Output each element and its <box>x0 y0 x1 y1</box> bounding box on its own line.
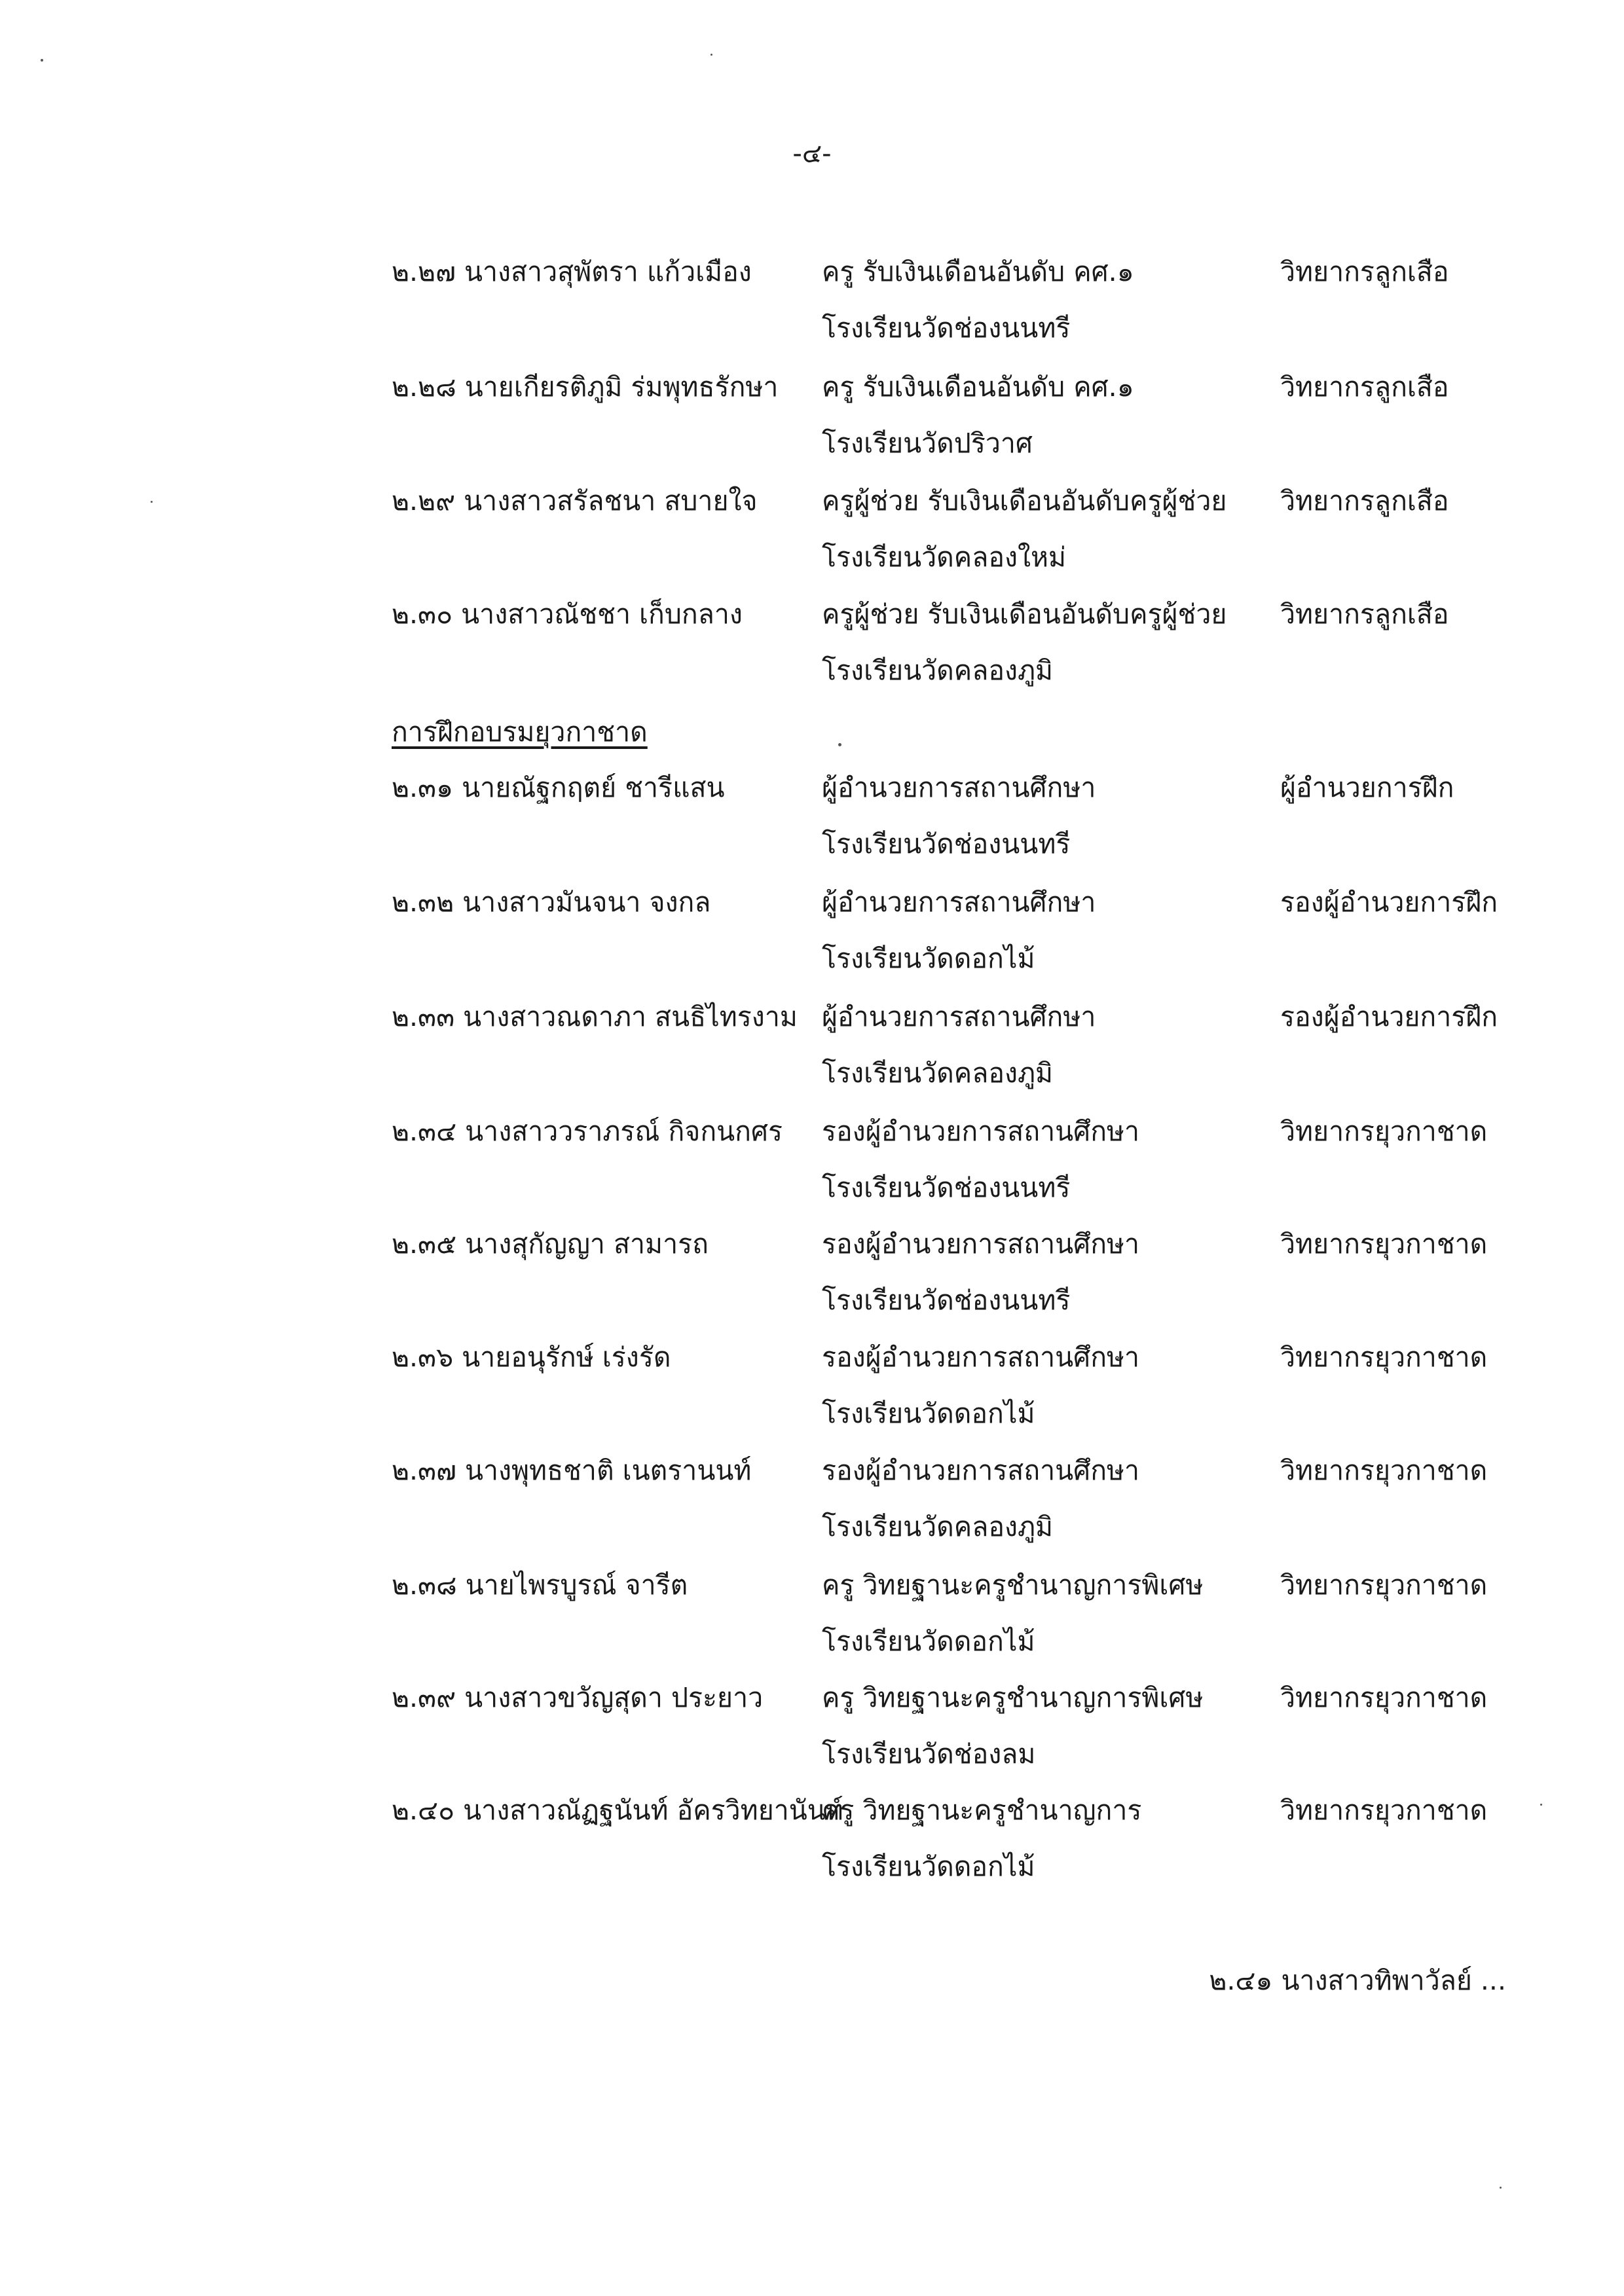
person-role: รองผู้อำนวยการฝึก <box>1280 1001 1498 1032</box>
list-item <box>0 473 1624 584</box>
list-item <box>0 989 1624 1100</box>
person-name: ๒.๓๗ นางพุทธชาติ เนตรานนท์ <box>392 1455 752 1486</box>
scan-speck <box>838 743 841 746</box>
person-position: ครูผู้ช่วย รับเงินเดือนอันดับครูผู้ช่วย <box>822 598 1227 630</box>
scan-speck <box>710 54 712 56</box>
person-position: ครู รับเงินเดือนอันดับ คศ.๑ <box>822 256 1134 287</box>
person-role: ผู้อำนวยการฝึก <box>1280 772 1454 803</box>
person-role: วิทยากรลูกเสือ <box>1280 256 1449 287</box>
scan-speck <box>1540 1804 1542 1806</box>
list-item <box>0 1782 1624 1893</box>
person-position: ครู วิทยฐานะครูชำนาญการพิเศษ <box>822 1569 1204 1601</box>
person-school: โรงเรียนวัดดอกไม้ <box>822 943 1035 974</box>
list-item <box>0 759 1624 871</box>
person-school: โรงเรียนวัดช่องลม <box>822 1738 1036 1770</box>
page-number: -๔- <box>792 139 832 169</box>
person-school: โรงเรียนวัดช่องนนทรี <box>822 1172 1071 1203</box>
person-name: ๒.๓๐ นางสาวณัชชา เก็บกลาง <box>392 598 743 630</box>
person-role: วิทยากรยุวกาชาด <box>1280 1455 1488 1486</box>
person-name: ๒.๓๕ นางสุกัญญา สามารถ <box>392 1228 709 1260</box>
person-position: ครูผู้ช่วย รับเงินเดือนอันดับครูผู้ช่วย <box>822 485 1227 517</box>
person-position: ผู้อำนวยการสถานศึกษา <box>822 886 1096 918</box>
person-name: ๒.๓๓ นางสาวณดาภา สนธิไทรงาม <box>392 1001 798 1032</box>
person-school: โรงเรียนวัดคลองภูมิ <box>822 655 1054 686</box>
person-school: โรงเรียนวัดปริวาศ <box>822 428 1033 459</box>
person-role: วิทยากรยุวกาชาด <box>1280 1116 1488 1147</box>
person-role: วิทยากรยุวกาชาด <box>1280 1228 1488 1260</box>
person-school: โรงเรียนวัดดอกไม้ <box>822 1398 1035 1429</box>
person-school: โรงเรียนวัดคลองภูมิ <box>822 1511 1054 1542</box>
person-school: โรงเรียนวัดช่องนนทรี <box>822 1285 1071 1316</box>
list-item <box>0 1442 1624 1554</box>
person-role: รองผู้อำนวยการฝึก <box>1280 886 1498 918</box>
person-name: ๒.๓๙ นางสาวขวัญสุดา ประยาว <box>392 1682 764 1713</box>
person-position: รองผู้อำนวยการสถานศึกษา <box>822 1455 1140 1486</box>
list-item <box>0 1669 1624 1781</box>
person-role: วิทยากรยุวกาชาด <box>1280 1569 1488 1601</box>
person-role: วิทยากรยุวกาชาด <box>1280 1341 1488 1373</box>
list-item <box>0 1103 1624 1214</box>
continuation-text: ๒.๔๑ นางสาวทิพาวัลย์ ... <box>1209 1965 1506 1996</box>
list-item <box>0 586 1624 697</box>
person-name: ๒.๓๑ นายณัฐกฤตย์ ชารีแสน <box>392 772 725 803</box>
person-position: ครู รับเงินเดือนอันดับ คศ.๑ <box>822 371 1134 403</box>
person-role: วิทยากรลูกเสือ <box>1280 598 1449 630</box>
person-school: โรงเรียนวัดช่องนนทรี <box>822 312 1071 344</box>
person-position: ผู้อำนวยการสถานศึกษา <box>822 1001 1096 1032</box>
person-name: ๒.๔๐ นางสาวณัฏฐนันท์ อัครวิทยานันท์ <box>392 1795 843 1826</box>
person-role: วิทยากรลูกเสือ <box>1280 371 1449 403</box>
person-school: โรงเรียนวัดดอกไม้ <box>822 1626 1035 1657</box>
person-name: ๒.๒๙ นางสาวสรัลชนา สบายใจ <box>392 485 758 517</box>
person-school: โรงเรียนวัดช่องนนทรี <box>822 828 1071 860</box>
person-name: ๒.๒๗ นางสาวสุพัตรา แก้วเมือง <box>392 256 752 287</box>
person-name: ๒.๓๖ นายอนุรักษ์ เร่งรัด <box>392 1341 671 1373</box>
section-heading: การฝึกอบรมยุวกาชาด <box>392 716 648 748</box>
list-item <box>0 874 1624 985</box>
person-position: รองผู้อำนวยการสถานศึกษา <box>822 1341 1140 1373</box>
scan-speck <box>1500 2187 1502 2189</box>
scan-speck <box>41 59 43 62</box>
person-position: ครู วิทยฐานะครูชำนาญการ <box>822 1795 1142 1826</box>
person-position: ครู วิทยฐานะครูชำนาญการพิเศษ <box>822 1682 1204 1713</box>
person-school: โรงเรียนวัดคลองใหม่ <box>822 541 1067 573</box>
list-item <box>0 244 1624 355</box>
person-name: ๒.๓๒ นางสาวมันจนา จงกล <box>392 886 711 918</box>
scan-speck <box>151 501 153 503</box>
list-item <box>0 1557 1624 1668</box>
person-school: โรงเรียนวัดดอกไม้ <box>822 1851 1035 1882</box>
person-role: วิทยากรยุวกาชาด <box>1280 1795 1488 1826</box>
person-name: ๒.๓๘ นายไพรบูรณ์ จารีต <box>392 1569 688 1601</box>
person-position: รองผู้อำนวยการสถานศึกษา <box>822 1116 1140 1147</box>
list-item <box>0 1216 1624 1327</box>
person-role: วิทยากรลูกเสือ <box>1280 485 1449 517</box>
person-school: โรงเรียนวัดคลองภูมิ <box>822 1057 1054 1089</box>
list-item <box>0 359 1624 470</box>
list-item <box>0 1329 1624 1440</box>
person-position: ผู้อำนวยการสถานศึกษา <box>822 772 1096 803</box>
person-role: วิทยากรยุวกาชาด <box>1280 1682 1488 1713</box>
person-name: ๒.๓๔ นางสาววราภรณ์ กิจกนกศร <box>392 1116 783 1147</box>
person-position: รองผู้อำนวยการสถานศึกษา <box>822 1228 1140 1260</box>
person-name: ๒.๒๘ นายเกียรติภูมิ ร่มพุทธรักษา <box>392 371 779 403</box>
